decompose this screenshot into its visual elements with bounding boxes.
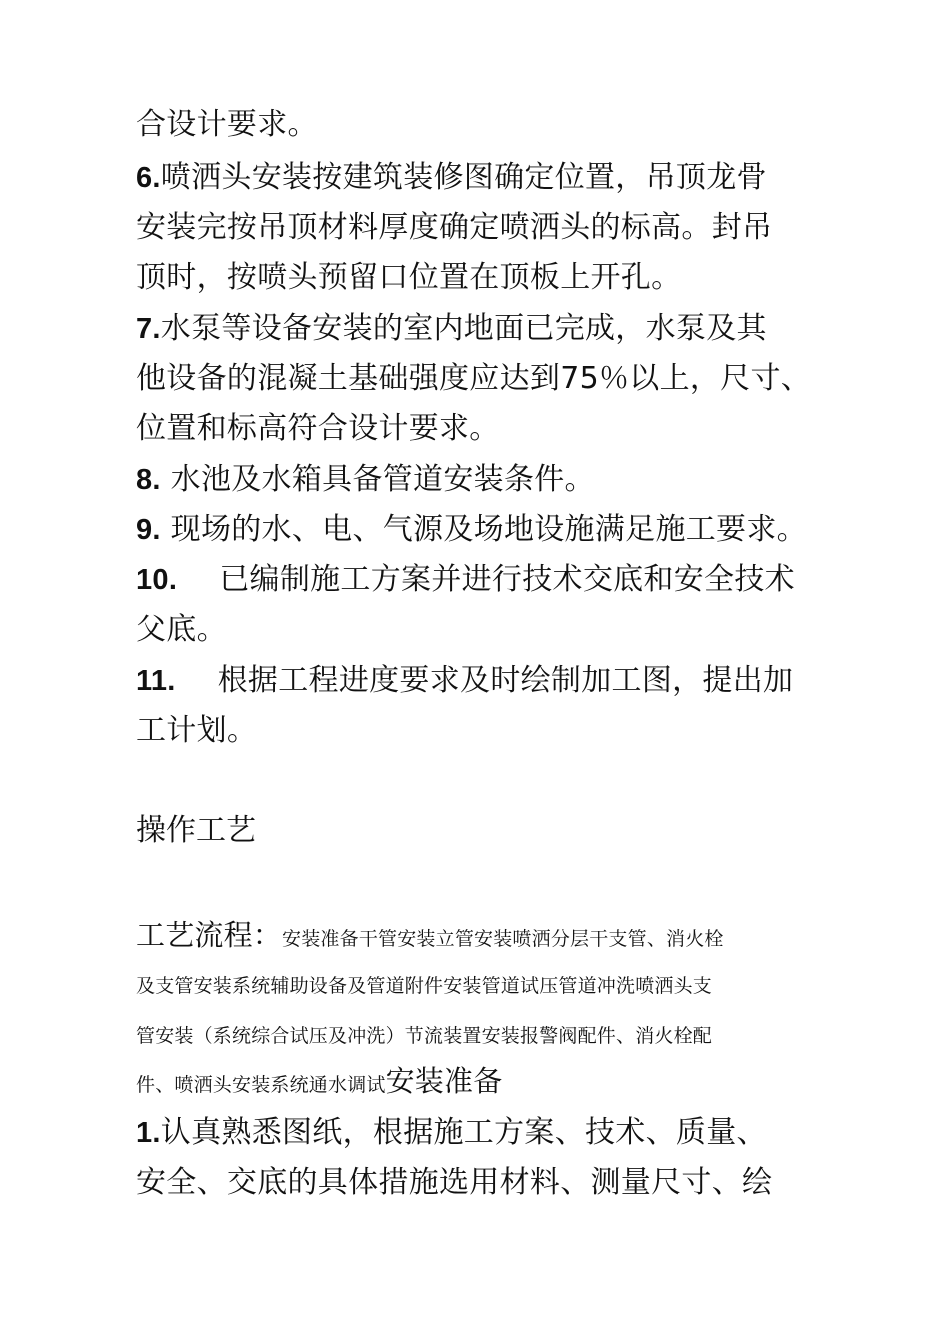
item-10-number: 10. bbox=[136, 564, 178, 596]
flow-line-3: 管安装（系统综合试压及冲洗）节流装置安装报警阀配件、消火栓配 bbox=[136, 1025, 713, 1047]
item-11-line-2: 工计划。 bbox=[136, 713, 258, 748]
item-8-number: 8. bbox=[136, 464, 161, 496]
item-11-line-1: 11. 根据工程进度要求及时绘制加工图，提出加 bbox=[136, 663, 794, 698]
flow-tail-heading: 安装准备 bbox=[385, 1064, 503, 1098]
flow-line-4: 件、喷洒头安装系统通水调试安装准备 bbox=[136, 1064, 503, 1098]
item-7-number: 7. bbox=[136, 313, 161, 345]
item-6-line-2: 安装完按吊顶材料厚度确定喷洒头的标高。封吊 bbox=[136, 210, 773, 245]
item-6-number: 6. bbox=[136, 162, 161, 194]
item-7-line-1: 7.水泵等设备安装的室内地面已完成，水泵及其 bbox=[136, 311, 767, 346]
item-6-line-3: 顶时，按喷头预留口位置在顶板上开孔。 bbox=[136, 260, 682, 295]
item-9-number: 9. bbox=[136, 514, 161, 546]
flow-label: 工艺流程： bbox=[136, 918, 283, 952]
item-11-number: 11. bbox=[136, 665, 176, 697]
item-9: 9. 现场的水、电、气源及场地设施满足施工要求。 bbox=[136, 512, 807, 547]
prep-item-1-line-2: 安全、交底的具体措施选用材料、测量尺寸、绘 bbox=[136, 1165, 773, 1200]
item-10-line-2: 父底。 bbox=[136, 612, 227, 647]
paragraph-continuation: 合设计要求。 bbox=[136, 107, 318, 142]
item-7-line-3: 位置和标高符合设计要求。 bbox=[136, 411, 500, 446]
prep-item-1-line-1: 1.认真熟悉图纸，根据施工方案、技术、质量、 bbox=[136, 1115, 767, 1150]
item-8: 8. 水池及水箱具备管道安装条件。 bbox=[136, 462, 595, 497]
item-6-line-1: 6.喷洒头安装按建筑装修图确定位置，吊顶龙骨 bbox=[136, 160, 767, 195]
item-10-line-1: 10. 已编制施工方案并进行技术交底和安全技术 bbox=[136, 562, 795, 597]
flow-line-1: 工艺流程：安装准备干管安装立管安装喷洒分层干支管、消火栓 bbox=[136, 918, 724, 952]
prep-item-1-number: 1. bbox=[136, 1117, 161, 1149]
flow-line-2: 及支管安装系统辅助设备及管道附件安装管道试压管道冲洗喷洒头支 bbox=[136, 975, 713, 997]
section-heading: 操作工艺 bbox=[136, 813, 256, 848]
item-7-line-2: 他设备的混凝土基础强度应达到75％以上，尺寸、 bbox=[136, 361, 812, 396]
